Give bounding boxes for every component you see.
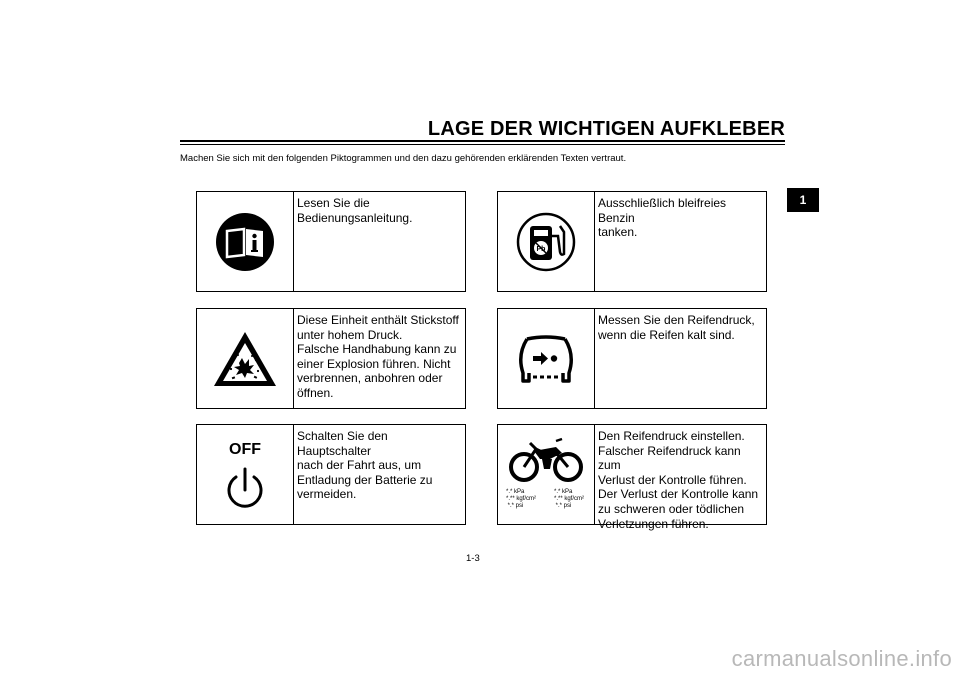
chapter-tab: 1 [787, 188, 819, 212]
pictogram-cell [197, 309, 294, 408]
unleaded-fuel-icon [516, 212, 576, 272]
title-rule-thick [180, 140, 785, 142]
explosion-warning-icon [212, 329, 278, 389]
motorcycle-icon [506, 435, 586, 483]
pictogram-cell [197, 425, 294, 524]
watermark: carmanualsonline.info [731, 646, 952, 671]
label-text: Ausschließlich bleifreies Benzin tanken. [598, 196, 727, 240]
rear-tire-pressure: *.* kPa *.** kgf/cm² *.* psi [554, 489, 585, 509]
pictogram-cell [498, 425, 595, 524]
label-text: Lesen Sie die Bedienungsanleitung. [297, 196, 413, 225]
pictogram-cell [197, 192, 294, 291]
label-card-manual [196, 191, 466, 292]
label-card-nitrogen [196, 308, 466, 409]
page-number: 1-3 [466, 553, 480, 564]
power-off-icon [223, 466, 267, 510]
svg-text:Pb: Pb [536, 245, 546, 253]
label-text: Messen Sie den Reifendruck, wenn die Reifen kalt sind. [598, 313, 755, 342]
label-text: Den Reifendruck einstellen. Falscher Reifendruck kann zum Verlust der Kontrolle führen. Der Verlust der Kontrolle kann zu schweren oder tödlichen Verletzungen führen. [598, 429, 759, 531]
read-manual-icon [215, 212, 275, 272]
pictogram-cell [498, 309, 595, 408]
front-tire-pressure: *.* kPa *.** kgf/cm² *.* psi [506, 489, 537, 509]
off-label: OFF [229, 441, 261, 458]
label-text: Diese Einheit enthält Stickstoff unter hohem Druck. Falsche Handhabung kann zu einer Explosion führen. Nicht verbrennen, anbohren oder öffnen. [297, 313, 459, 400]
label-card-fuel [497, 191, 767, 292]
intro-text: Machen Sie sich mit den folgenden Piktogrammen und den dazu gehörenden erklärenden Texten vertraut. [180, 153, 627, 164]
page-title: LAGE DER WICHTIGEN AUFKLEBER [427, 118, 785, 140]
label-card-tire-adjust [497, 424, 767, 531]
pictogram-cell [498, 192, 595, 291]
tire-pressure-icon [515, 333, 577, 385]
label-card-tire-check [497, 308, 767, 409]
label-text: Schalten Sie den Hauptschalter nach der Fahrt aus, um Entladung der Batterie zu vermeiden. [297, 429, 433, 502]
label-card-mainswitch [196, 424, 466, 525]
title-rule-thin [180, 144, 785, 145]
